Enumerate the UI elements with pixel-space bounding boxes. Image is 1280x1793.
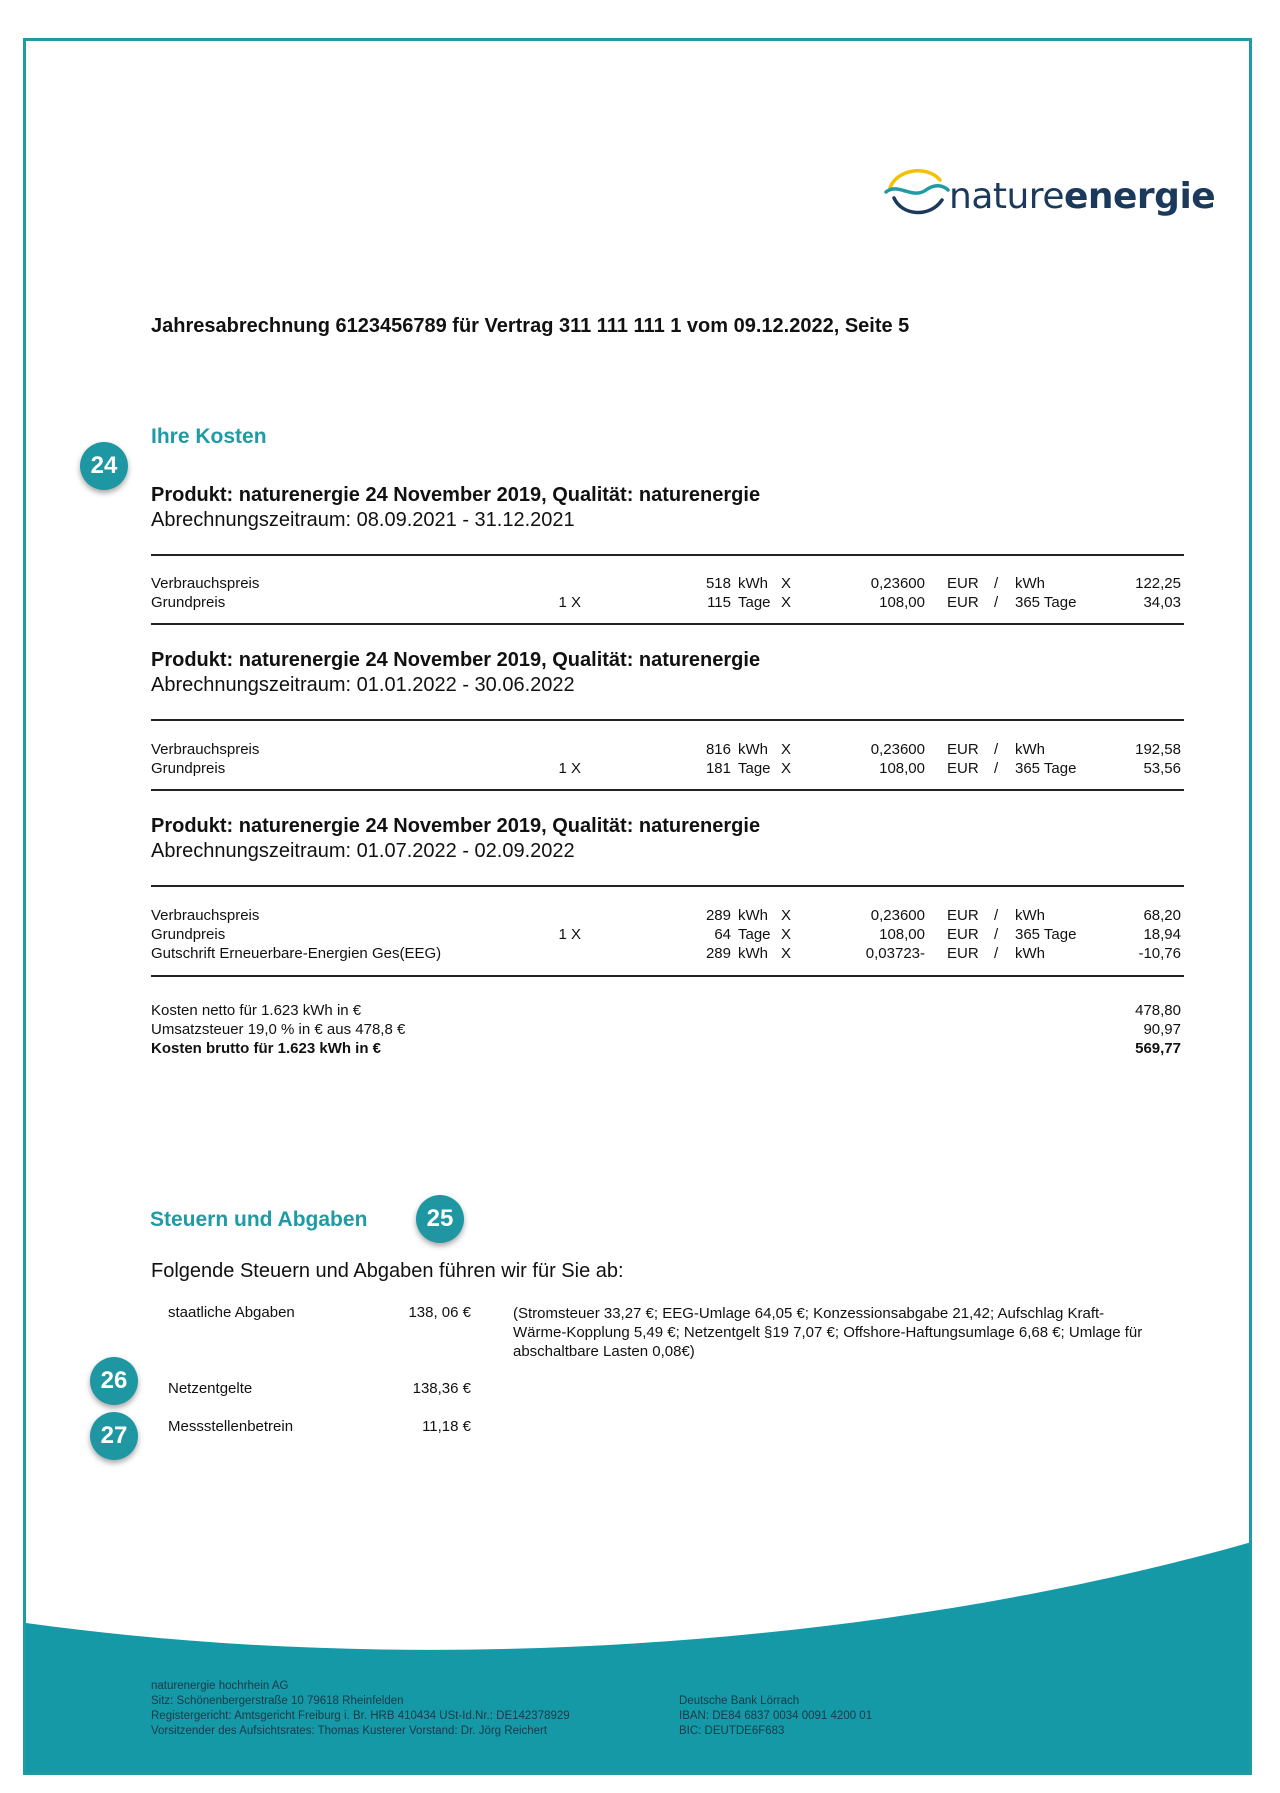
cell-per: 365 Tage xyxy=(1015,926,1077,943)
footer-wave-band xyxy=(26,41,1252,1775)
footer-line: Sitz: Schönenbergerstraße 10 79618 Rheinfelden xyxy=(151,1695,404,1707)
cell-price: 0,23600 xyxy=(870,575,925,592)
cell-per: kWh xyxy=(1015,741,1045,758)
cell-amount: 122,25 xyxy=(1135,575,1181,592)
cell-label: Verbrauchspreis xyxy=(151,575,260,592)
footer-line: Deutsche Bank Lörrach xyxy=(679,1695,800,1707)
cell-label: Grundpreis xyxy=(151,760,226,777)
cell-amount: 18,94 xyxy=(1143,926,1181,943)
cell-qty: 64 xyxy=(714,926,731,943)
cell-cur: EUR xyxy=(947,594,979,611)
cell-x: X xyxy=(781,594,792,611)
cell-slash: / xyxy=(994,926,999,943)
total-value: 478,80 xyxy=(1135,1002,1181,1019)
cell-unit: Tage xyxy=(738,594,771,611)
footer-bank-info xyxy=(679,1694,872,1739)
footer-line: naturenergie hochrhein AG xyxy=(151,1680,289,1692)
footer-company-info xyxy=(151,1679,570,1739)
cell-label: Grundpreis xyxy=(151,926,226,943)
cell-label: Verbrauchspreis xyxy=(151,907,260,924)
billing-period: Abrechnungszeitraum: 08.09.2021 - 31.12.2021 xyxy=(151,509,575,531)
cell-cur: EUR xyxy=(947,741,979,758)
product-heading: Produkt: naturenergie 24 November 2019, Qualität: naturenergie xyxy=(151,649,761,671)
cell-unit: kWh xyxy=(738,907,768,924)
taxes-section-title: Steuern und Abgaben xyxy=(150,1208,368,1231)
cell-x: X xyxy=(781,741,792,758)
cell-cur: EUR xyxy=(947,760,979,777)
cell-amount: 53,56 xyxy=(1143,760,1181,777)
cell-slash: / xyxy=(994,741,999,758)
tax-amount: 11,18 € xyxy=(422,1418,471,1435)
cell-cur: EUR xyxy=(947,907,979,924)
cell-per: 365 Tage xyxy=(1015,760,1077,777)
cell-unit: kWh xyxy=(738,575,768,592)
total-label: Kosten netto für 1.623 kWh in € xyxy=(151,1002,362,1019)
cell-x: X xyxy=(781,575,792,592)
cell-per: kWh xyxy=(1015,945,1045,962)
cell-x: X xyxy=(781,926,792,943)
cell-price: 0,23600 xyxy=(870,907,925,924)
tax-detail-line: Wärme-Kopplung 5,49 €; Netzentgelt §19 7,07 €; Offshore-Haftungsumlage 6,68 €; Umlage für xyxy=(513,1324,1143,1341)
cell-amount: -10,76 xyxy=(1138,945,1181,962)
logo-wordmark: natureenergie xyxy=(949,176,1216,217)
total-value: 569,77 xyxy=(1135,1040,1181,1057)
document-title: Jahresabrechnung 6123456789 für Vertrag 311 111 111 1 vom 09.12.2022, Seite 5 xyxy=(151,315,910,337)
cell-price: 108,00 xyxy=(879,760,925,777)
tax-amount: 138, 06 € xyxy=(408,1304,471,1321)
total-label: Kosten brutto für 1.623 kWh in € xyxy=(151,1040,382,1057)
cell-cur: EUR xyxy=(947,575,979,592)
cell-amount: 34,03 xyxy=(1143,594,1181,611)
tax-amount: 138,36 € xyxy=(412,1380,471,1397)
cell-unit: kWh xyxy=(738,945,768,962)
document-page xyxy=(23,38,1252,1775)
cell-qty: 181 xyxy=(705,760,731,777)
cell-x: X xyxy=(781,907,792,924)
cell-cur: EUR xyxy=(947,945,979,962)
cell-amount: 192,58 xyxy=(1135,741,1181,758)
billing-period: Abrechnungszeitraum: 01.07.2022 - 02.09.2022 xyxy=(151,840,575,862)
cell-unit: kWh xyxy=(738,741,768,758)
cell-per: 365 Tage xyxy=(1015,594,1077,611)
billing-period: Abrechnungszeitraum: 01.01.2022 - 30.06.2022 xyxy=(151,674,575,696)
cell-amount: 68,20 xyxy=(1143,907,1181,924)
tax-detail-line: (Stromsteuer 33,27 €; EEG-Umlage 64,05 €; Konzessionsabgabe 21,42; Aufschlag Kraft- xyxy=(513,1305,1105,1322)
product-heading: Produkt: naturenergie 24 November 2019, Qualität: naturenergie xyxy=(151,815,761,837)
tax-label: staatliche Abgaben xyxy=(168,1304,295,1321)
cell-per: kWh xyxy=(1015,575,1045,592)
cell-label: Verbrauchspreis xyxy=(151,741,260,758)
badge-24: 24 xyxy=(80,442,128,490)
footer-line: BIC: DEUTDE6F683 xyxy=(679,1725,785,1737)
cell-qty: 289 xyxy=(705,945,731,962)
footer-line: Vorsitzender des Aufsichtsrates: Thomas Kusterer Vorstand: Dr. Jörg Reichert xyxy=(151,1725,548,1737)
tax-label: Messstellenbetrein xyxy=(168,1418,294,1435)
cell-label: Grundpreis xyxy=(151,594,226,611)
footer-line: IBAN: DE84 6837 0034 0091 4200 01 xyxy=(679,1710,873,1722)
product-heading: Produkt: naturenergie 24 November 2019, Qualität: naturenergie xyxy=(151,484,761,506)
cell-unit: Tage xyxy=(738,760,771,777)
cell-label: Gutschrift Erneuerbare-Energien Ges(EEG) xyxy=(151,945,442,962)
cell-x: X xyxy=(781,760,792,777)
cell-cur: EUR xyxy=(947,926,979,943)
cell-slash: / xyxy=(994,594,999,611)
cell-x: X xyxy=(781,945,792,962)
cell-price: 108,00 xyxy=(879,594,925,611)
badge-27: 27 xyxy=(90,1412,138,1460)
tax-detail-line: abschaltbare Lasten 0,08€) xyxy=(513,1343,695,1360)
cell-slash: / xyxy=(994,575,999,592)
cell-price: 0,03723- xyxy=(865,945,925,962)
taxes-lead-text: Folgende Steuern und Abgaben führen wir für Sie ab: xyxy=(151,1260,624,1282)
badge-26: 26 xyxy=(90,1357,138,1405)
cell-unit: Tage xyxy=(738,926,771,943)
total-value: 90,97 xyxy=(1143,1021,1181,1038)
cell-per: kWh xyxy=(1015,907,1045,924)
cell-qty: 816 xyxy=(705,741,731,758)
cell-slash: / xyxy=(994,907,999,924)
badge-25: 25 xyxy=(416,1195,464,1243)
cell-mult: 1 X xyxy=(558,926,581,943)
total-label: Umsatzsteuer 19,0 % in € aus 478,8 € xyxy=(151,1021,406,1038)
cell-mult: 1 X xyxy=(558,594,581,611)
cell-qty: 518 xyxy=(705,575,731,592)
cell-mult: 1 X xyxy=(558,760,581,777)
cell-qty: 115 xyxy=(707,594,731,611)
tax-label: Netzentgelte xyxy=(168,1380,253,1397)
footer-line: Registergericht: Amtsgericht Freiburg i. Br. HRB 410434 USt-Id.Nr.: DE142378929 xyxy=(151,1710,570,1722)
cell-price: 108,00 xyxy=(879,926,925,943)
cell-slash: / xyxy=(994,760,999,777)
costs-section-title: Ihre Kosten xyxy=(151,425,267,448)
cell-price: 0,23600 xyxy=(870,741,925,758)
cell-slash: / xyxy=(994,945,999,962)
cell-qty: 289 xyxy=(705,907,731,924)
